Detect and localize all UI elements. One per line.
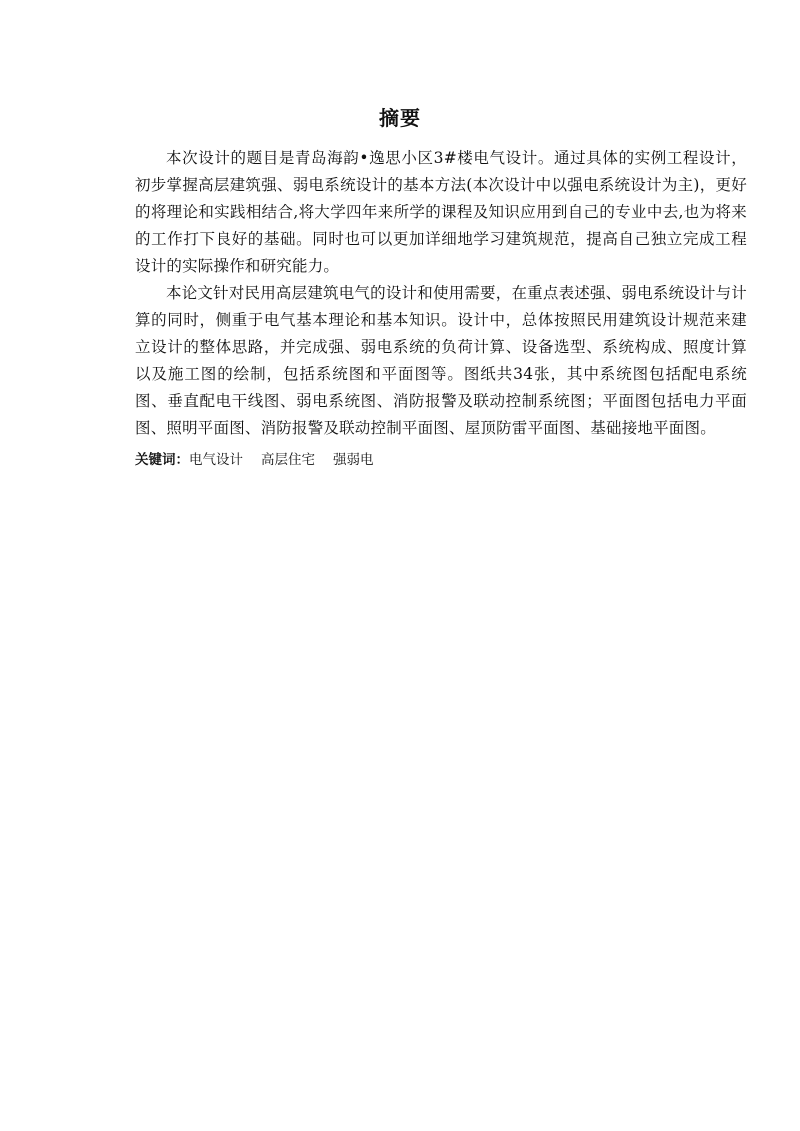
keyword-item: 电气设计 [189,452,243,468]
abstract-paragraph-2: 本论文针对民用高层建筑电气的设计和使用需要，在重点表述强、弱电系统设计与计算的同时，侧重于电气基本理论和基本知识。设计中，总体按照民用建筑设计规范来建立设计的整体思路，并完成强、弱电系统的负荷计算、设备选型、系统构成、照度计算以及施工图的绘制，包括系统图和平面图等。图纸共34张，其中系统图包括配电系统图、垂直配电干线图、弱电系统图、消防报警及联动控制系统图；平面图包括电力平面图、照明平面图、消防报警及联动控制平面图、屋顶防雷平面图、基础接地平面图。 [135,284,747,437]
keywords-line [135,448,747,472]
abstract-title: 摘要 [379,106,421,130]
abstract-body [135,145,747,472]
keyword-item: 高层住宅 [261,452,315,468]
keywords-label: 关键词： [135,452,189,468]
abstract-paragraph-1: 本次设计的题目是青岛海韵•逸思小区3#楼电气设计。通过具体的实例工程设计，初步掌握高层建筑强、弱电系统设计的基本方法(本次设计中以强电系统设计为主)，更好的将理论和实践相结合,将大学四年来所学的课程及知识应用到自己的专业中去,也为将来的工作打下良好的基础。同时也可以更加详细地学习建筑规范，提高自己独立完成工程设计的实际操作和研究能力。 [135,149,747,275]
keyword-item: 强弱电 [333,452,374,468]
